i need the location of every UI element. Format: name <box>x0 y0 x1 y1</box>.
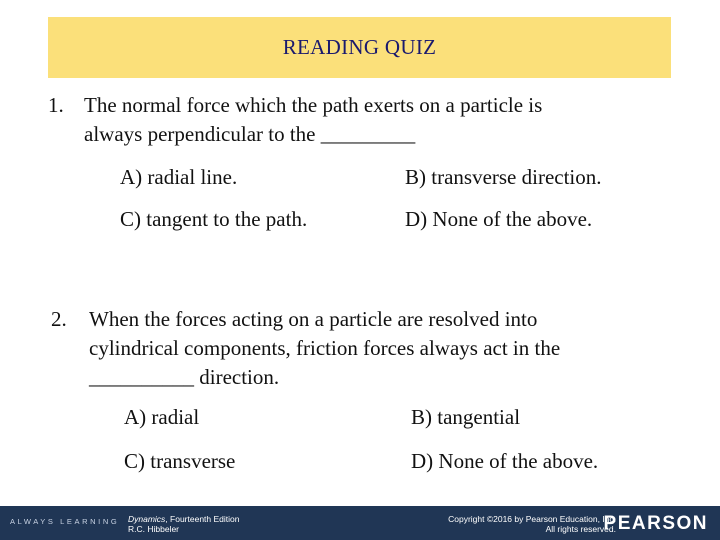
footer-book-author: R.C. Hibbeler <box>128 524 180 534</box>
footer-book-edition: , Fourteenth Edition <box>165 514 240 524</box>
question-2-number: 2. <box>51 307 67 331</box>
question-1-option-b[interactable]: B) transverse direction. <box>405 165 602 189</box>
footer-bar <box>0 506 720 540</box>
question-1-number: 1. <box>48 93 64 117</box>
footer-copyright-line-1: Copyright ©2016 by Pearson Education, Inc. <box>448 514 616 524</box>
question-1-option-c[interactable]: C) tangent to the path. <box>120 207 308 231</box>
question-2-option-a[interactable]: A) radial <box>124 405 200 429</box>
slide-title: READING QUIZ <box>282 35 437 59</box>
footer-book-info <box>128 514 240 534</box>
footer-tagline: ALWAYS LEARNING <box>10 517 120 526</box>
pearson-logo: PEARSON <box>603 513 708 534</box>
footer-copyright-line-2: All rights reserved. <box>545 524 616 534</box>
question-2-option-d[interactable]: D) None of the above. <box>411 449 599 473</box>
question-2-option-b[interactable]: B) tangential <box>411 405 521 429</box>
footer-copyright <box>448 514 616 534</box>
question-2-line-2: cylindrical components, friction forces always act in the <box>89 336 561 360</box>
question-1-option-a[interactable]: A) radial line. <box>120 165 238 189</box>
question-2-line-3: __________ direction. <box>89 365 280 389</box>
question-1-option-d[interactable]: D) None of the above. <box>405 207 593 231</box>
question-2-line-1: When the forces acting on a particle are resolved into <box>89 307 538 331</box>
question-2-option-c[interactable]: C) transverse <box>124 449 236 473</box>
title-banner <box>48 17 671 78</box>
footer-book-title: Dynamics <box>128 514 166 524</box>
question-1-line-2: always perpendicular to the _________ <box>84 122 416 146</box>
question-1-line-1: The normal force which the path exerts on a particle is <box>84 93 543 117</box>
